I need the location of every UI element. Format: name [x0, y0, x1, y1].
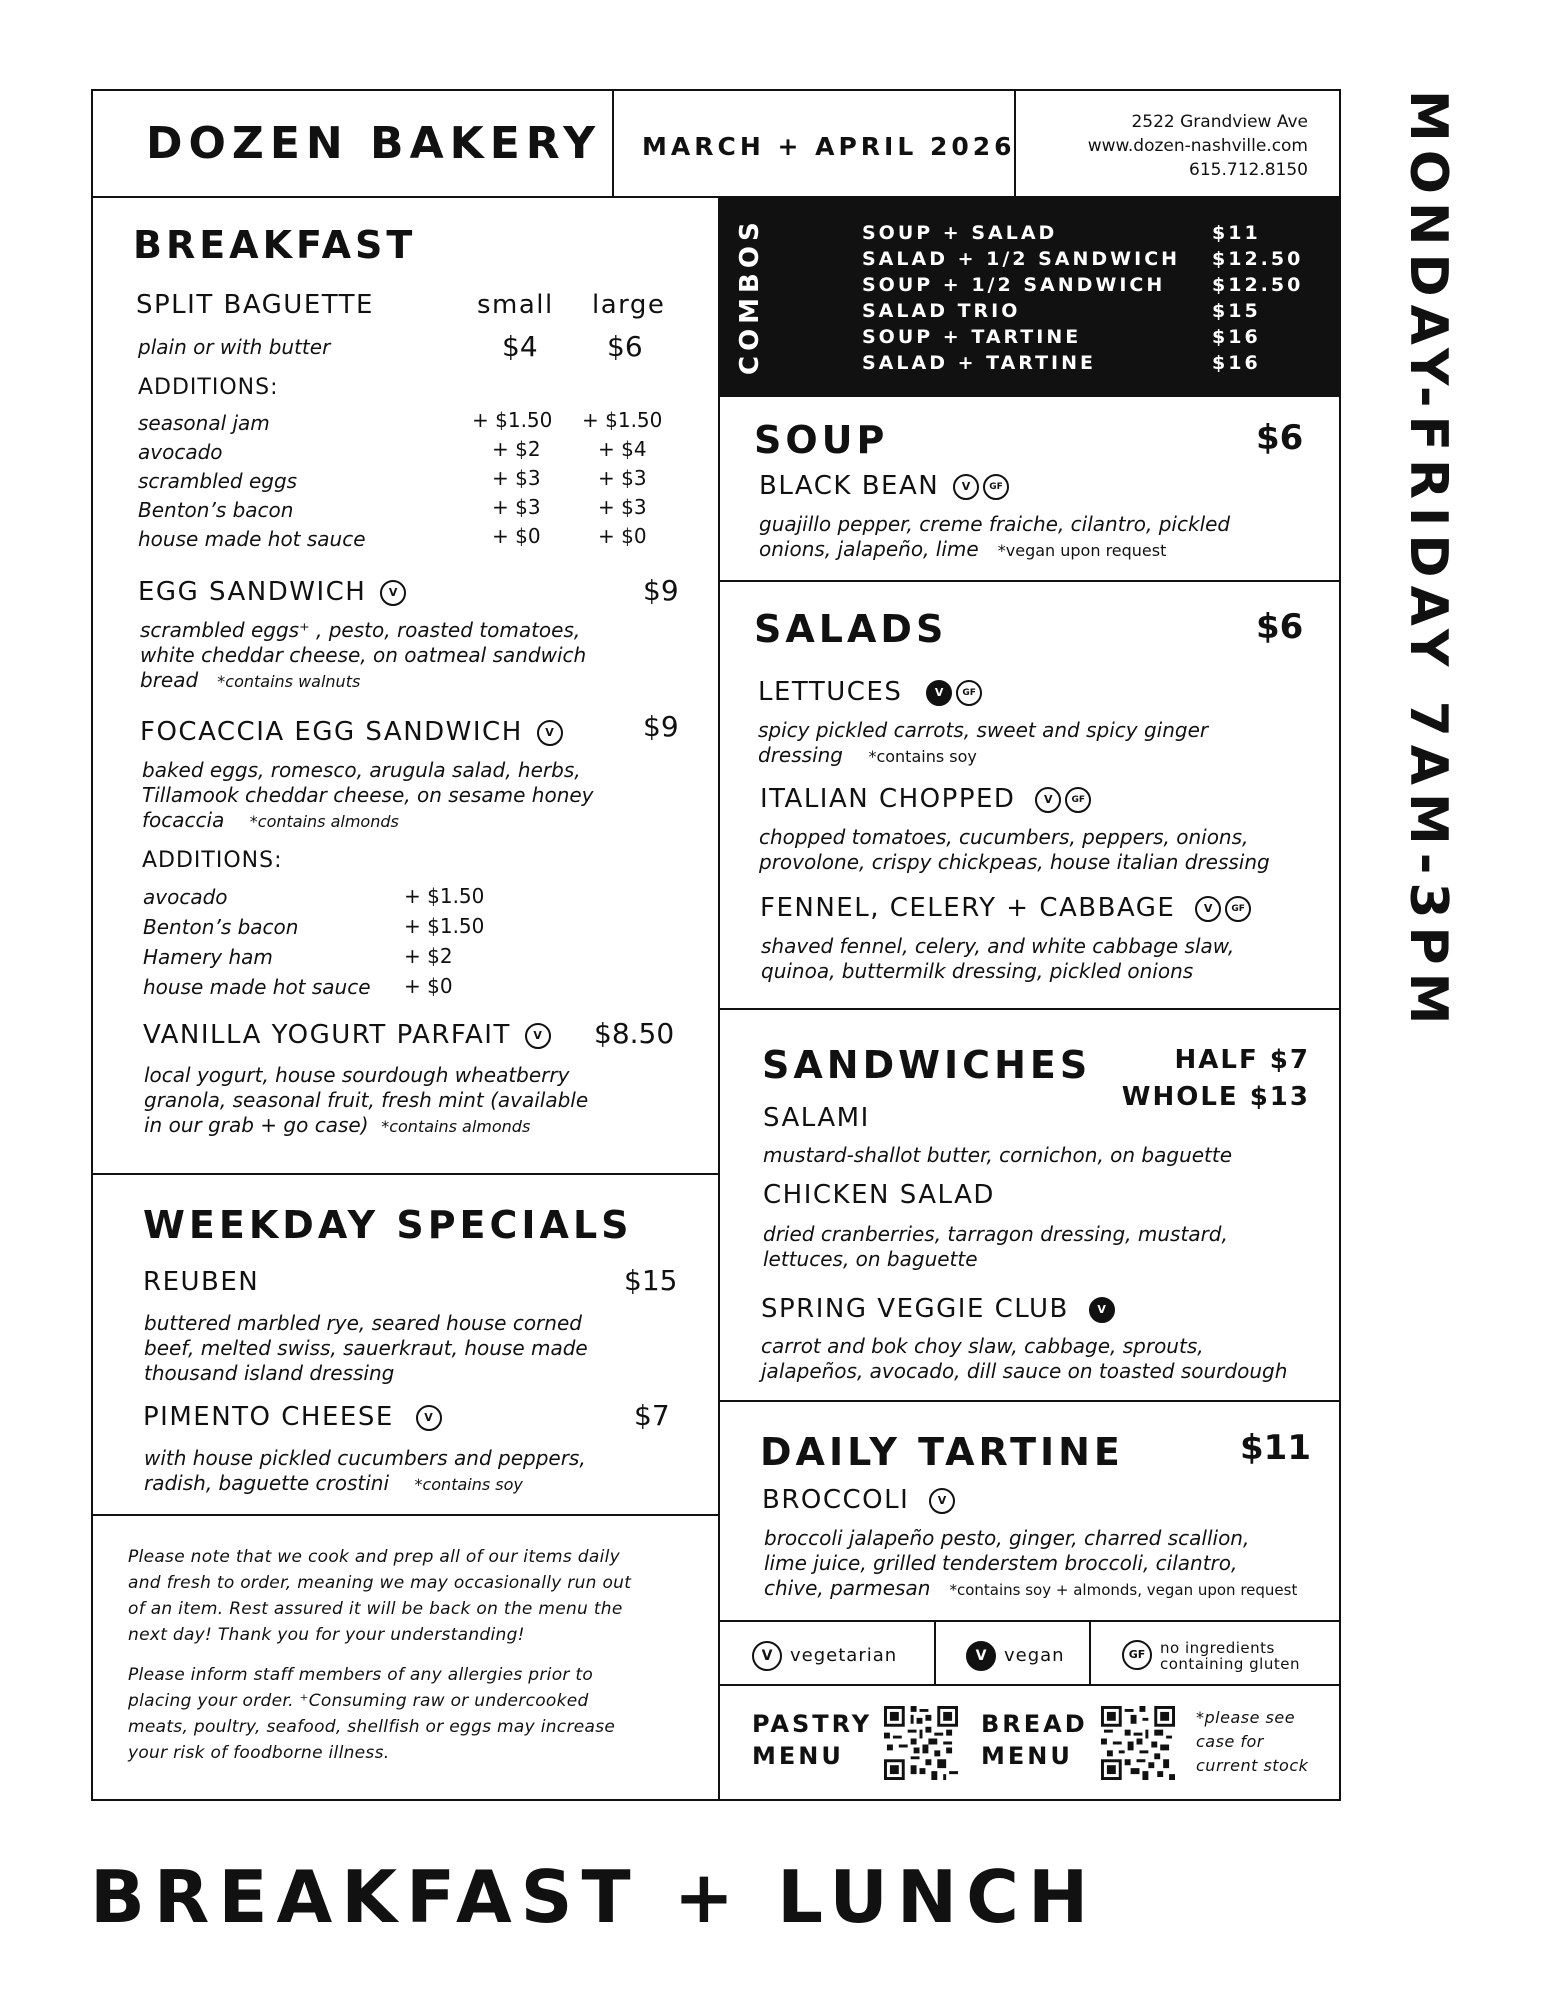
notes-block	[128, 1544, 708, 1766]
egg-sandwich-price: $9	[643, 574, 679, 607]
vegetarian-icon: V	[525, 1023, 551, 1049]
desc-line: local yogurt, house sourdough wheatberry	[144, 1063, 570, 1087]
parfait-label: VANILLA YOGURT PARFAIT	[143, 1020, 511, 1050]
pimento-name	[143, 1402, 442, 1432]
desc-line: with house pickled cucumbers and peppers,	[144, 1446, 586, 1470]
addition-name: scrambled eggs	[138, 469, 298, 493]
baguette-large-header: large	[592, 290, 666, 320]
desc-line: radish, baguette crostini	[144, 1471, 390, 1495]
addition-name: house made hot sauce	[138, 527, 366, 551]
whole-price: WHOLE $13	[1121, 1082, 1310, 1112]
allergen-note: *contains soy + almonds, vegan upon request	[949, 1581, 1298, 1599]
focaccia-price: $9	[643, 710, 679, 743]
desc-line: mustard-shallot butter, cornichon, on baguette	[763, 1143, 1233, 1167]
desc-line: quinoa, buttermilk dressing, pickled onions	[761, 959, 1194, 983]
gluten-free-icon: GF	[983, 474, 1009, 500]
legend-gf-line1: no ingredients	[1160, 1639, 1275, 1657]
addition-name: Benton’s bacon	[138, 498, 294, 522]
salads-heading: SALADS	[754, 607, 948, 651]
bread-line2: MENU	[981, 1742, 1073, 1770]
desc-line: guajillo pepper, creme fraiche, cilantro, pickled	[759, 512, 1231, 536]
chicken-salad-name: CHICKEN SALAD	[763, 1180, 995, 1210]
tartine-heading: DAILY TARTINE	[760, 1430, 1124, 1474]
vegetarian-icon: V	[380, 580, 406, 606]
pastry-menu-label[interactable]	[752, 1708, 872, 1772]
pimento-price: $7	[634, 1399, 670, 1432]
desc-line: granola, seasonal fruit, fresh mint (available	[144, 1088, 589, 1112]
desc-line: chopped tomatoes, cucumbers, peppers, onions,	[759, 825, 1249, 849]
desc-line: lettuces, on baguette	[763, 1247, 978, 1271]
combo-name: SALAD TRIO	[862, 300, 1021, 322]
addition-price-small: + $2	[492, 437, 541, 461]
desc-line: focaccia	[142, 808, 225, 832]
allergen-note: *contains almonds	[381, 1117, 531, 1136]
vegetarian-icon: V	[1195, 896, 1221, 922]
breakfast-heading: BREAKFAST	[133, 223, 417, 267]
addition-price-small: + $0	[492, 524, 541, 548]
note-line: of an item. Rest assured it will be back on the menu the	[128, 1599, 623, 1619]
lettuces-name	[758, 677, 982, 707]
addition-price-small: + $1.50	[472, 408, 553, 432]
desc-line: dressing	[758, 743, 843, 767]
reuben-name: REUBEN	[143, 1267, 260, 1297]
bread-line1: BREAD	[981, 1710, 1088, 1738]
address: 2522 Grandview Ave	[1131, 112, 1308, 132]
egg-sandwich-name	[138, 577, 406, 607]
note-line: placing your order. ⁺Consuming raw or undercooked	[128, 1691, 589, 1711]
sandwich-prices	[1110, 1042, 1310, 1116]
menu-period: MARCH + APRIL 2026	[642, 132, 1016, 161]
focaccia-desc	[142, 758, 702, 834]
addition-name: seasonal jam	[138, 411, 270, 435]
note-line: meats, poultry, seafood, shellfish or eggs may increase	[128, 1717, 616, 1737]
baguette-name: SPLIT BAGUETTE	[136, 290, 374, 320]
black-bean-label: BLACK BEAN	[759, 471, 940, 501]
contact-block	[1030, 110, 1308, 182]
focaccia-additions-label: ADDITIONS:	[142, 848, 283, 873]
divider-legend-menus	[718, 1684, 1341, 1686]
combo-price: $12.50	[1212, 274, 1304, 296]
reuben-desc	[144, 1311, 704, 1386]
veggie-club-label: SPRING VEGGIE CLUB	[761, 1294, 1069, 1324]
website[interactable]: www.dozen-nashville.com	[1087, 136, 1308, 156]
addition-price: + $2	[404, 944, 453, 968]
veggie-club-name	[761, 1294, 1115, 1324]
legend-gluten-free	[1122, 1640, 1300, 1672]
vegan-icon: V	[926, 680, 952, 706]
addition-name: Benton’s bacon	[143, 915, 299, 939]
allergen-note: *contains soy	[868, 747, 977, 766]
pastry-line2: MENU	[752, 1742, 844, 1770]
divider-soup-salads	[718, 580, 1341, 582]
fennel-name	[760, 893, 1251, 923]
addition-name: avocado	[143, 885, 228, 909]
legend-vegetarian	[752, 1641, 897, 1671]
addition-name: house made hot sauce	[143, 975, 371, 999]
stock-note	[1196, 1706, 1308, 1778]
pastry-qr-code-icon[interactable]	[884, 1706, 958, 1780]
vegetarian-icon: V	[929, 1488, 955, 1514]
combo-name: SOUP + SALAD	[862, 222, 1058, 244]
desc-line: Tillamook cheddar cheese, on sesame honey	[142, 783, 594, 807]
sandwiches-heading: SANDWICHES	[762, 1043, 1092, 1087]
baguette-additions-label: ADDITIONS:	[138, 375, 279, 400]
italian-chopped-name	[760, 784, 1091, 814]
combo-price: $16	[1212, 352, 1261, 374]
parfait-desc	[144, 1063, 704, 1139]
desc-line: jalapeños, avocado, dill sauce on toasted sourdough	[761, 1359, 1288, 1383]
stock-line1: *please see	[1196, 1708, 1296, 1727]
legend-vegan-label: vegan	[1004, 1645, 1065, 1666]
desc-line: buttered marbled rye, seared house corned	[144, 1311, 582, 1335]
chicken-salad-desc	[763, 1222, 1333, 1272]
soup-price: $6	[1256, 418, 1304, 458]
desc-line: provolone, crispy chickpeas, house italian dressing	[759, 850, 1270, 874]
specials-heading: WEEKDAY SPECIALS	[143, 1203, 633, 1247]
gluten-free-icon: GF	[956, 680, 982, 706]
note-line: and fresh to order, meaning we may occasionally run out	[128, 1573, 632, 1593]
legend-gf-line2: containing gluten	[1160, 1655, 1300, 1673]
desc-line: scrambled eggs⁺ , pesto, roasted tomatoes,	[140, 618, 581, 642]
italian-chopped-desc	[759, 825, 1329, 875]
vegan-icon: V	[1089, 1297, 1115, 1323]
fennel-desc	[761, 934, 1331, 984]
bread-menu-label[interactable]	[981, 1708, 1088, 1772]
desc-line: chive, parmesan	[764, 1576, 931, 1600]
gluten-free-icon: GF	[1122, 1640, 1152, 1670]
egg-sandwich-label: EGG SANDWICH	[138, 577, 367, 607]
addition-price-large: + $4	[598, 437, 647, 461]
addition-price-large: + $0	[598, 524, 647, 548]
fennel-label: FENNEL, CELERY + CABBAGE	[760, 893, 1176, 923]
legend-divider-1	[934, 1620, 936, 1685]
allergen-note: *contains soy	[414, 1475, 523, 1494]
addition-price: + $0	[404, 974, 453, 998]
pastry-line1: PASTRY	[752, 1710, 873, 1738]
legend-vegan	[966, 1641, 1065, 1671]
vegetarian-icon: V	[416, 1405, 442, 1431]
addition-name: avocado	[138, 440, 223, 464]
desc-line: spicy pickled carrots, sweet and spicy ginger	[758, 718, 1209, 742]
desc-line: carrot and bok choy slaw, cabbage, sprouts,	[761, 1334, 1204, 1358]
broccoli-name	[762, 1485, 955, 1515]
allergen-note: *contains walnuts	[217, 672, 361, 691]
allergen-note: *vegan upon request	[997, 541, 1167, 560]
vegan-icon: V	[966, 1641, 996, 1671]
addition-price: + $1.50	[404, 914, 485, 938]
bread-qr-code-icon[interactable]	[1101, 1706, 1175, 1780]
note-line: your risk of foodborne illness.	[128, 1743, 390, 1763]
parfait-name	[143, 1020, 551, 1050]
divider-sandwiches-tartine	[718, 1400, 1341, 1402]
divider-breakfast-specials	[91, 1173, 719, 1175]
baguette-price-small: $4	[502, 330, 538, 363]
salads-price: $6	[1256, 607, 1304, 647]
combos-label: COMBOS	[735, 217, 765, 375]
bakery-name: DOZEN BAKERY	[146, 118, 602, 169]
combo-name: SALAD + TARTINE	[862, 352, 1096, 374]
soup-desc	[759, 512, 1329, 563]
combo-price: $11	[1212, 222, 1261, 244]
desc-line: dried cranberries, tarragon dressing, mustard,	[763, 1222, 1228, 1246]
parfait-price: $8.50	[594, 1017, 675, 1050]
divider-salads-sandwiches	[718, 1008, 1341, 1010]
legend-divider-2	[1089, 1620, 1091, 1685]
combo-name: SOUP + 1/2 SANDWICH	[862, 274, 1166, 296]
half-price: HALF $7	[1174, 1045, 1310, 1075]
addition-price-large: + $1.50	[582, 408, 663, 432]
lettuces-desc	[758, 718, 1328, 769]
legend-vegetarian-label: vegetarian	[790, 1645, 898, 1666]
allergen-note: *contains almonds	[249, 812, 399, 831]
addition-price-small: + $3	[492, 495, 541, 519]
italian-chopped-label: ITALIAN CHOPPED	[760, 784, 1016, 814]
combo-price: $15	[1212, 300, 1261, 322]
pimento-label: PIMENTO CHEESE	[143, 1402, 394, 1432]
divider-combos-soup	[718, 395, 1341, 397]
combo-price: $12.50	[1212, 248, 1304, 270]
desc-line: onions, jalapeño, lime	[759, 537, 979, 561]
desc-line: broccoli jalapeño pesto, ginger, charred scallion,	[764, 1526, 1250, 1550]
addition-name: Hamery ham	[143, 945, 273, 969]
pimento-desc	[144, 1446, 704, 1497]
tartine-price: $11	[1240, 1428, 1311, 1468]
vegetarian-icon: V	[752, 1641, 782, 1671]
desc-line: white cheddar cheese, on oatmeal sandwich	[140, 643, 587, 667]
addition-price: + $1.50	[404, 884, 485, 908]
desc-line: beef, melted swiss, sauerkraut, house made	[144, 1336, 588, 1360]
hours-banner: MONDAY-FRIDAY 7AM-3PM	[1398, 90, 1458, 1033]
combo-name: SOUP + TARTINE	[862, 326, 1082, 348]
desc-line: lime juice, grilled tenderstem broccoli, cilantro,	[764, 1551, 1238, 1575]
baguette-small-header: small	[477, 290, 554, 320]
stock-line2: case for	[1196, 1732, 1264, 1751]
baguette-desc: plain or with butter	[138, 335, 331, 359]
black-bean-name	[759, 471, 1009, 501]
desc-line: baked eggs, romesco, arugula salad, herbs,	[142, 758, 581, 782]
addition-price-large: + $3	[598, 466, 647, 490]
center-divider	[718, 196, 720, 1801]
divider-specials-notes	[91, 1514, 719, 1516]
phone[interactable]: 615.712.8150	[1189, 160, 1308, 180]
broccoli-label: BROCCOLI	[762, 1485, 910, 1515]
note-line: Please inform staff members of any allergies prior to	[128, 1665, 594, 1685]
vegetarian-icon: V	[1035, 787, 1061, 813]
focaccia-label: FOCACCIA EGG SANDWICH	[140, 717, 523, 747]
salami-desc	[763, 1143, 1333, 1168]
divider-tartine-legend	[718, 1620, 1341, 1622]
stock-line3: current stock	[1196, 1756, 1309, 1775]
tartine-desc	[764, 1526, 1334, 1603]
addition-price-large: + $3	[598, 495, 647, 519]
addition-price-small: + $3	[492, 466, 541, 490]
vegetarian-icon: V	[537, 720, 563, 746]
egg-sandwich-desc	[140, 618, 700, 694]
desc-line: bread	[140, 668, 199, 692]
desc-line: in our grab + go case)	[144, 1113, 369, 1137]
combo-name: SALAD + 1/2 SANDWICH	[862, 248, 1181, 270]
combos-panel	[719, 197, 1341, 395]
baguette-price-large: $6	[607, 330, 643, 363]
reuben-price: $15	[624, 1264, 678, 1297]
note-line: next day! Thank you for your understanding!	[128, 1625, 525, 1645]
gluten-free-icon: GF	[1065, 787, 1091, 813]
salami-name: SALAMI	[763, 1103, 870, 1133]
gluten-free-icon: GF	[1225, 896, 1251, 922]
note-line: Please note that we cook and prep all of our items daily	[128, 1547, 620, 1567]
desc-line: shaved fennel, celery, and white cabbage slaw,	[761, 934, 1235, 958]
header-vdivider-1	[612, 89, 614, 197]
footer-title: BREAKFAST + LUNCH	[90, 1855, 1098, 1939]
desc-line: thousand island dressing	[144, 1361, 395, 1385]
lettuces-label: LETTUCES	[758, 677, 903, 707]
vegetarian-icon: V	[953, 474, 979, 500]
veggie-club-desc	[761, 1334, 1331, 1384]
focaccia-name	[140, 717, 563, 747]
soup-heading: SOUP	[754, 418, 889, 462]
combo-price: $16	[1212, 326, 1261, 348]
